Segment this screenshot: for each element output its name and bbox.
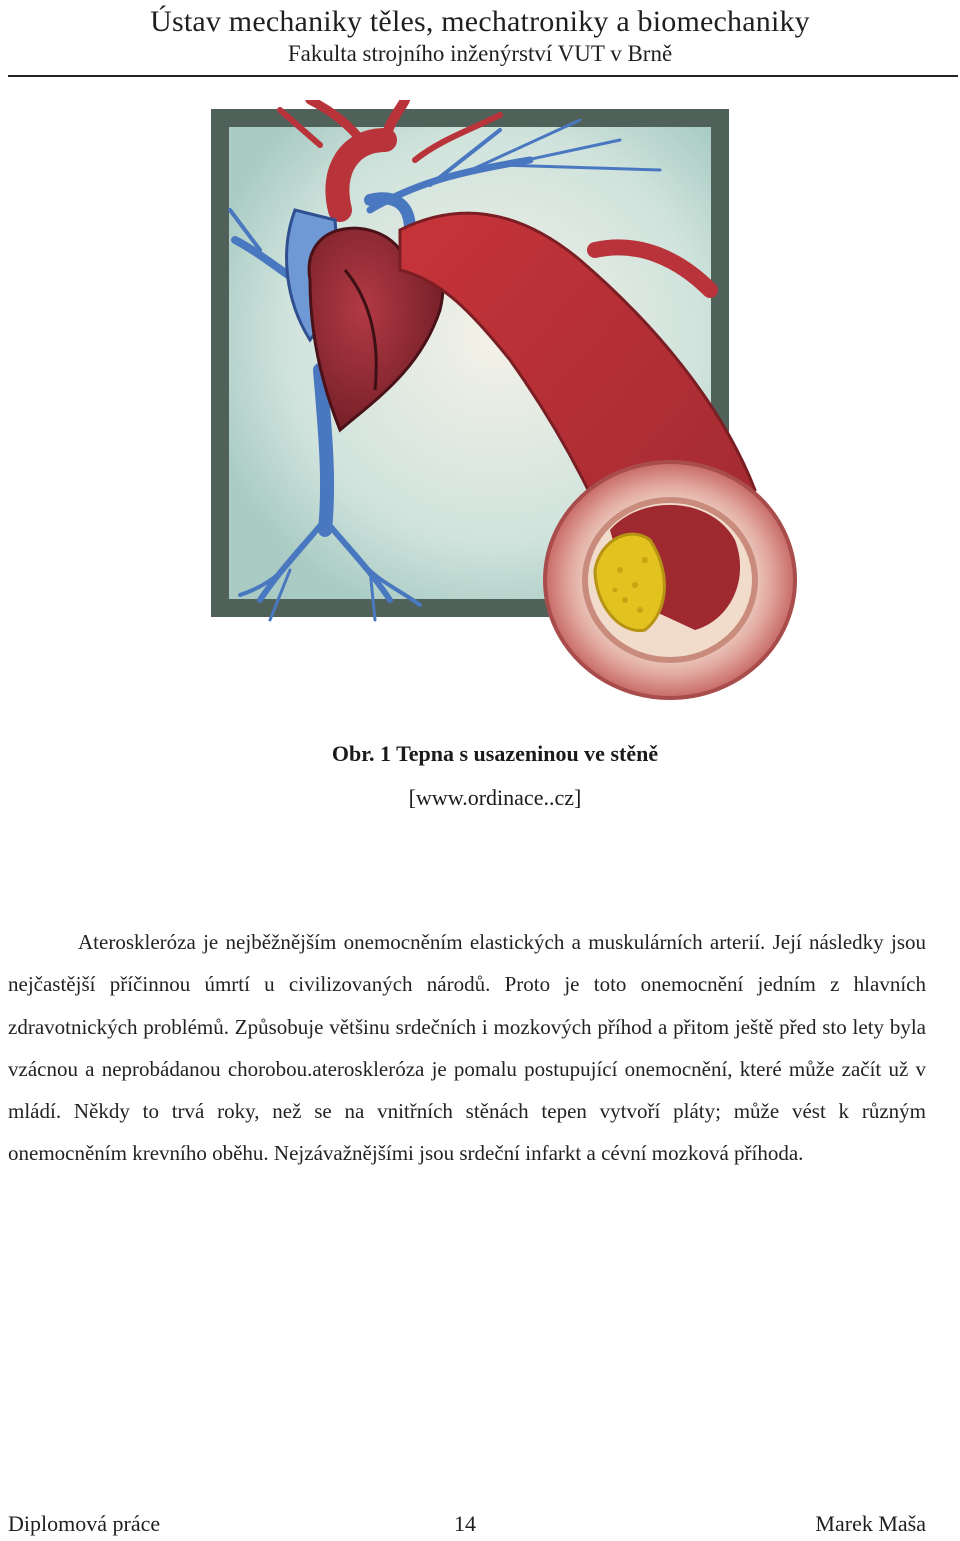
faculty-name: Fakulta strojního inženýrství VUT v Brně xyxy=(287,41,673,66)
figure-caption: Obr. 1 Tepna s usazeninou ve stěně xyxy=(331,741,659,766)
page-number: 14 xyxy=(454,1511,476,1536)
footer-author: Marek Maša xyxy=(815,1511,926,1536)
institute-name: Ústav mechaniky těles, mechatroniky a biomechaniky xyxy=(150,5,810,38)
header-divider xyxy=(8,75,958,77)
figure-source: [www.ordinace..cz] xyxy=(408,785,582,810)
artery-illustration xyxy=(200,100,800,700)
body-paragraph: Ateroskleróza je nejběžnějším onemocněním elastických a muskulárních arterií. Její následky jsou nejčastější příčinnou úmrtí u civilizovaných národů. Proto je toto onemocnění jedním z hlavních zdravotnických problémů. Způsobuje většinu srdečních i mozkových příhod a přitom ještě před sto lety byla vzácnou a neprobádanou chorobou.ateroskleróza je pomalu postupující onemocnění, které může začít už v mládí. Někdy to trvá roky, než se na vnitřních stěnách tepen vytvoří pláty; může vést k různým onemocněním krevního oběhu. Nejzávažnějšími jsou srdeční infarkt a cévní mozková příhoda. xyxy=(8,930,926,1166)
body-paragraph-block xyxy=(8,921,926,1175)
page-header xyxy=(0,4,960,68)
footer-thesis-label: Diplomová práce xyxy=(8,1511,161,1536)
